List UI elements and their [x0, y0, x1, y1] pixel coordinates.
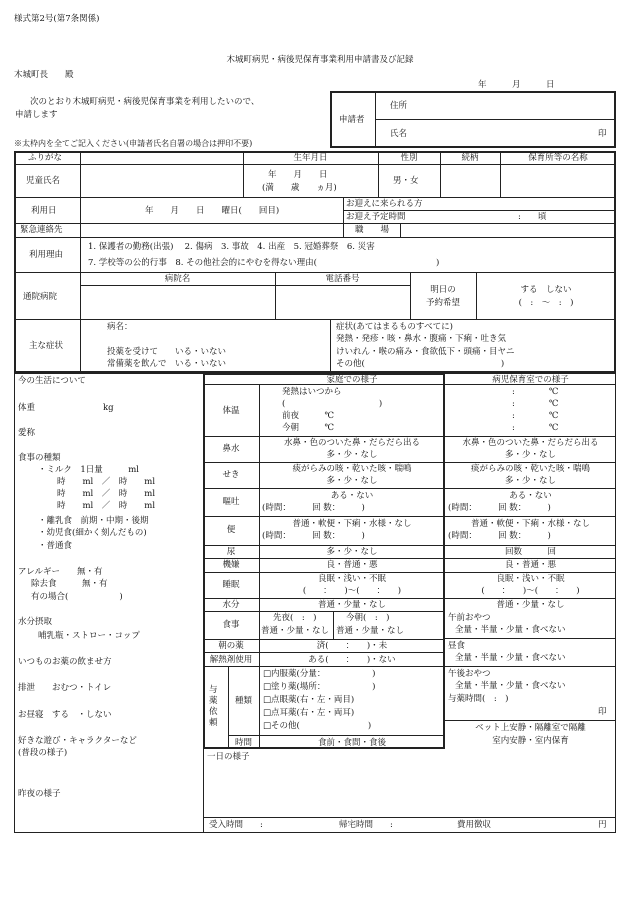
day-record-field[interactable] — [205, 764, 614, 816]
sex-options[interactable]: 男・女 — [393, 176, 419, 186]
fee-unit: 円 — [598, 820, 607, 830]
home-urine[interactable]: 多・少・なし — [326, 547, 378, 557]
weight-label: 体重 — [18, 403, 36, 413]
pickup-time-value[interactable]: : 頃 — [518, 212, 547, 222]
baby-food-option[interactable]: ・離乳食 前期・中期・後期 — [38, 516, 149, 526]
home-nasal-type[interactable]: 水鼻・色のついた鼻・だらだら出る — [283, 438, 420, 448]
care-temp-2[interactable]: : ℃ — [512, 399, 559, 409]
home-fever-since: 発熱はいつから — [282, 387, 342, 397]
relation-header: 続柄 — [461, 153, 479, 163]
home-vomit[interactable]: ある・ない — [330, 491, 374, 501]
home-temp-night[interactable]: 前夜 ℃ — [282, 411, 335, 421]
age-text: (満 歳 ヵ月) — [262, 183, 337, 193]
favorite-play-label: 好きな遊び・キャラクターなど — [18, 736, 137, 746]
care-sleep-time[interactable]: ( ： )～( ： ) — [481, 586, 580, 596]
care-pm-snack[interactable]: 全量・半量・少量・食べない — [455, 681, 566, 691]
care-stool-time[interactable]: (時間： 回 数： ) — [448, 531, 551, 541]
symptom-options-1[interactable]: 発熱・発疹・咳・鼻水・腹痛・下痢・吐き気 — [336, 334, 507, 344]
care-temp-3[interactable]: : ℃ — [512, 411, 559, 421]
milk-schedule-2[interactable]: 時 ml ／ 時 ml — [57, 489, 156, 499]
sleep-label: 睡眠 — [222, 580, 240, 590]
reason-label: 利用理由 — [29, 250, 64, 260]
care-sleep[interactable]: 良眠・浅い・不眠 — [496, 574, 565, 584]
care-cough-amount[interactable]: 多・少・なし — [504, 476, 556, 486]
usual-state-label: (普段の様子) — [18, 748, 68, 758]
address-label: 住所 — [390, 101, 408, 111]
care-seal: 印 — [598, 707, 607, 717]
hospital-name-header: 病院名 — [164, 274, 191, 284]
care-vomit-time[interactable]: (時間： 回 数： ) — [448, 503, 551, 513]
med-kind-eyedrop[interactable]: □点眼薬(右・左・両目) — [263, 695, 355, 705]
day-record-label: 一日の様子 — [207, 752, 250, 762]
mood-label: 機嫌 — [222, 560, 240, 570]
home-morning-med[interactable]: 済( ： )・未 — [316, 641, 388, 651]
sex-header: 性別 — [400, 153, 418, 163]
allergy-detail[interactable]: 有の場合( ) — [31, 592, 123, 602]
use-date-label: 利用日 — [31, 206, 57, 216]
care-pm-snack-label: 午後おやつ — [448, 669, 491, 679]
address-field[interactable] — [414, 93, 614, 117]
symptom-title: 症状(あてはまるものすべてに) — [336, 322, 453, 332]
temperature-label: 体温 — [222, 406, 240, 416]
home-cough-amount[interactable]: 多・少・なし — [326, 476, 378, 486]
life-header: 今の生活について — [18, 376, 86, 386]
care-cough-type[interactable]: 痰がらみの咳・乾いた咳・喘鳴 — [470, 464, 590, 474]
med-kind-topical[interactable]: □塗り薬(場所： ) — [263, 682, 376, 692]
care-rest-options-2[interactable]: 室内安静・室内保育 — [492, 736, 569, 746]
med-kind-other[interactable]: □その他( ) — [263, 721, 372, 731]
milk-option[interactable]: ・ミルク 1日量 ml — [38, 465, 140, 475]
pickup-person-label: お迎えに来られる方 — [346, 199, 423, 209]
nap-options[interactable]: お昼寝 する ・しない — [18, 710, 112, 720]
home-meal-night[interactable]: 普通・少量・なし — [261, 626, 330, 636]
antipyretic-label: 解熱剤使用 — [209, 655, 253, 665]
care-vomit[interactable]: ある・ない — [509, 491, 552, 501]
care-lunch[interactable]: 全量・半量・少量・食べない — [455, 653, 566, 663]
home-header: 家庭での様子 — [326, 375, 378, 385]
cough-label: せき — [222, 470, 240, 480]
hospital-label: 通院病院 — [23, 292, 58, 302]
med-timing[interactable]: 食前・食間・食後 — [317, 738, 386, 748]
morning-med-label: 朝の薬 — [218, 641, 244, 651]
med-time-label: 時間 — [234, 738, 252, 748]
care-temp-1[interactable]: : ℃ — [512, 387, 559, 397]
home-cough-type[interactable]: 痰がらみの咳・乾いた咳・喘鳴 — [292, 464, 412, 474]
regular-med-status[interactable]: 常備薬を飲んで いる・いない — [107, 359, 227, 369]
care-mood[interactable]: 良・普通・悪 — [504, 560, 556, 570]
med-kind-eardrop[interactable]: □点耳薬(右・左・両耳) — [263, 708, 355, 718]
urine-label: 尿 — [226, 547, 236, 557]
care-water[interactable]: 普通・少量・なし — [496, 600, 565, 610]
intro-text-1: 次のとおり木城町病児・病後児保育事業を利用したいので、 — [30, 97, 260, 107]
birthdate-header: 生年月日 — [293, 153, 328, 163]
arrival-time[interactable]: 受入時間 : — [209, 820, 263, 830]
med-request-label: 与薬依頼 — [209, 685, 218, 728]
med-kind-oral[interactable]: □内服薬(分量： ) — [263, 669, 376, 679]
stool-label: 便 — [226, 525, 236, 535]
birth-ymd: 年 月 日 — [268, 170, 328, 180]
care-header: 病児保育室での様子 — [492, 375, 569, 385]
intro-text-2: 申請します — [15, 110, 58, 120]
symptom-label: 主な症状 — [29, 341, 64, 351]
home-stool-time[interactable]: (時間： 回 数： ) — [262, 531, 365, 541]
nasal-label: 鼻水 — [222, 444, 240, 454]
care-nasal-amount[interactable]: 多・少・なし — [504, 450, 556, 460]
milk-schedule-3[interactable]: 時 ml ／ 時 ml — [57, 501, 156, 511]
care-am-snack-label: 午前おやつ — [448, 613, 491, 623]
last-night-label: 昨夜の様子 — [18, 789, 61, 799]
home-stool[interactable]: 普通・軟便・下痢・水様・なし — [292, 519, 412, 529]
allergy-option[interactable]: アレルギー 無・有 — [18, 567, 103, 577]
home-sleep-time[interactable]: ( ： )～( ： ) — [302, 586, 402, 596]
med-kind-label: 種類 — [234, 696, 252, 706]
seal-mark: 印 — [598, 129, 607, 139]
reservation-label: 予約希望 — [425, 298, 460, 308]
care-urine-count[interactable]: 回数 回 — [504, 547, 556, 557]
instruction-note: ※太枠内を全てご記入ください(申請者氏名自署の場合は押印不要) — [14, 139, 253, 148]
disease-name-label: 病名： — [107, 322, 133, 332]
vomit-label: 嘔吐 — [222, 497, 240, 507]
water-method-options[interactable]: 哺乳瓶・ストロー・コップ — [38, 631, 140, 641]
workplace-label: 職 場 — [355, 225, 390, 235]
home-fever-date[interactable]: ( ) — [282, 399, 383, 409]
home-meal-morning-time[interactable]: 今朝( : ) — [346, 613, 390, 623]
date-line: 年 月 日 — [478, 80, 555, 90]
care-stool[interactable]: 普通・軟便・下痢・水様・なし — [470, 519, 590, 529]
home-sleep[interactable]: 良眠・浅い・不眠 — [317, 574, 386, 584]
name-label: 氏名 — [390, 129, 408, 139]
meal-label: 食事 — [222, 620, 240, 630]
symptom-other[interactable]: その他( ) — [336, 359, 505, 369]
home-meal-morning[interactable]: 普通・少量・なし — [336, 626, 405, 636]
reservation-time[interactable]: ( : ～ : ) — [518, 298, 574, 308]
care-lunch-label: 昼食 — [448, 641, 466, 651]
hospital-phone-header: 電話番号 — [325, 274, 360, 284]
use-date-value[interactable]: 年 月 日 曜日( 回目) — [145, 206, 280, 216]
child-name-label: 児童氏名 — [26, 176, 61, 186]
removal-food-option[interactable]: 除去食 無・有 — [31, 579, 108, 589]
fee-label: 費用徴収 — [457, 820, 492, 830]
meal-type-label: 食事の種類 — [18, 453, 61, 463]
form-number: 様式第2号(第7条関係) — [14, 14, 100, 24]
symptom-options-2[interactable]: けいれん・喉の痛み・食欲低下・頭痛・目ヤニ — [336, 347, 515, 357]
home-nasal-amount[interactable]: 多・少・なし — [326, 450, 378, 460]
toddler-food-option[interactable]: ・幼児食(細かく刻んだもの) — [38, 528, 147, 538]
child-name-field[interactable] — [82, 166, 241, 196]
usual-med-method-label: いつものお薬の飲ませ方 — [18, 657, 112, 667]
home-water[interactable]: 普通・少量・なし — [317, 600, 386, 610]
pickup-time-label: お迎え予定時間 — [346, 212, 406, 222]
home-meal-night-time[interactable]: 先夜( : ) — [273, 613, 317, 623]
water-label: 水分 — [222, 600, 240, 610]
next-day-label: 明日の — [430, 285, 456, 295]
home-antipyretic[interactable]: ある( ： )・ない — [308, 655, 396, 665]
excretion-options[interactable]: 排泄 おむつ・トイレ — [18, 683, 112, 693]
home-temp-morning[interactable]: 今朝 ℃ — [282, 423, 335, 433]
school-header: 保育所等の名称 — [528, 153, 588, 163]
nickname-label: 愛称 — [18, 428, 36, 438]
home-mood[interactable]: 良・普通・悪 — [326, 560, 378, 570]
home-vomit-time[interactable]: (時間： 回 数： ) — [262, 503, 365, 513]
care-am-snack[interactable]: 全量・半量・少量・食べない — [455, 625, 566, 635]
reason-options-1[interactable]: 1. 保護者の勤務(出張) 2. 傷病 3. 事故 4. 出産 5. 冠婚葬祭 6. 災害 — [88, 242, 375, 252]
emergency-label: 緊急連絡先 — [20, 225, 63, 235]
reason-options-2[interactable]: 7. 学校等の公的行事 8. その他社会的にやむを得ない理由( ) — [88, 258, 440, 268]
applicant-label: 申請者 — [339, 115, 365, 125]
medication-status[interactable]: 投薬を受けて いる・いない — [107, 347, 227, 357]
weight-unit: kg — [103, 403, 114, 413]
furigana-label: ふりがな — [28, 153, 63, 163]
departure-time[interactable]: 帰宅時間 : — [339, 820, 393, 830]
care-med-time[interactable]: 与薬時間( : ) — [448, 694, 509, 704]
milk-schedule-1[interactable]: 時 ml ／ 時 ml — [57, 477, 156, 487]
addressee: 木城町長 殿 — [14, 70, 74, 80]
reservation-options[interactable]: する しない — [520, 285, 572, 295]
care-nasal-type[interactable]: 水鼻・色のついた鼻・だらだら出る — [462, 438, 599, 448]
care-temp-4[interactable]: : ℃ — [512, 423, 559, 433]
water-intake-label: 水分摂取 — [18, 617, 53, 627]
name-field[interactable] — [414, 121, 594, 145]
care-rest-options-1[interactable]: ベット上安静・隔離室で隔離 — [475, 723, 586, 733]
regular-food-option[interactable]: ・普通食 — [38, 541, 73, 551]
page-title: 木城町病児・病後児保育事業利用申請書及び記録 — [226, 55, 414, 65]
